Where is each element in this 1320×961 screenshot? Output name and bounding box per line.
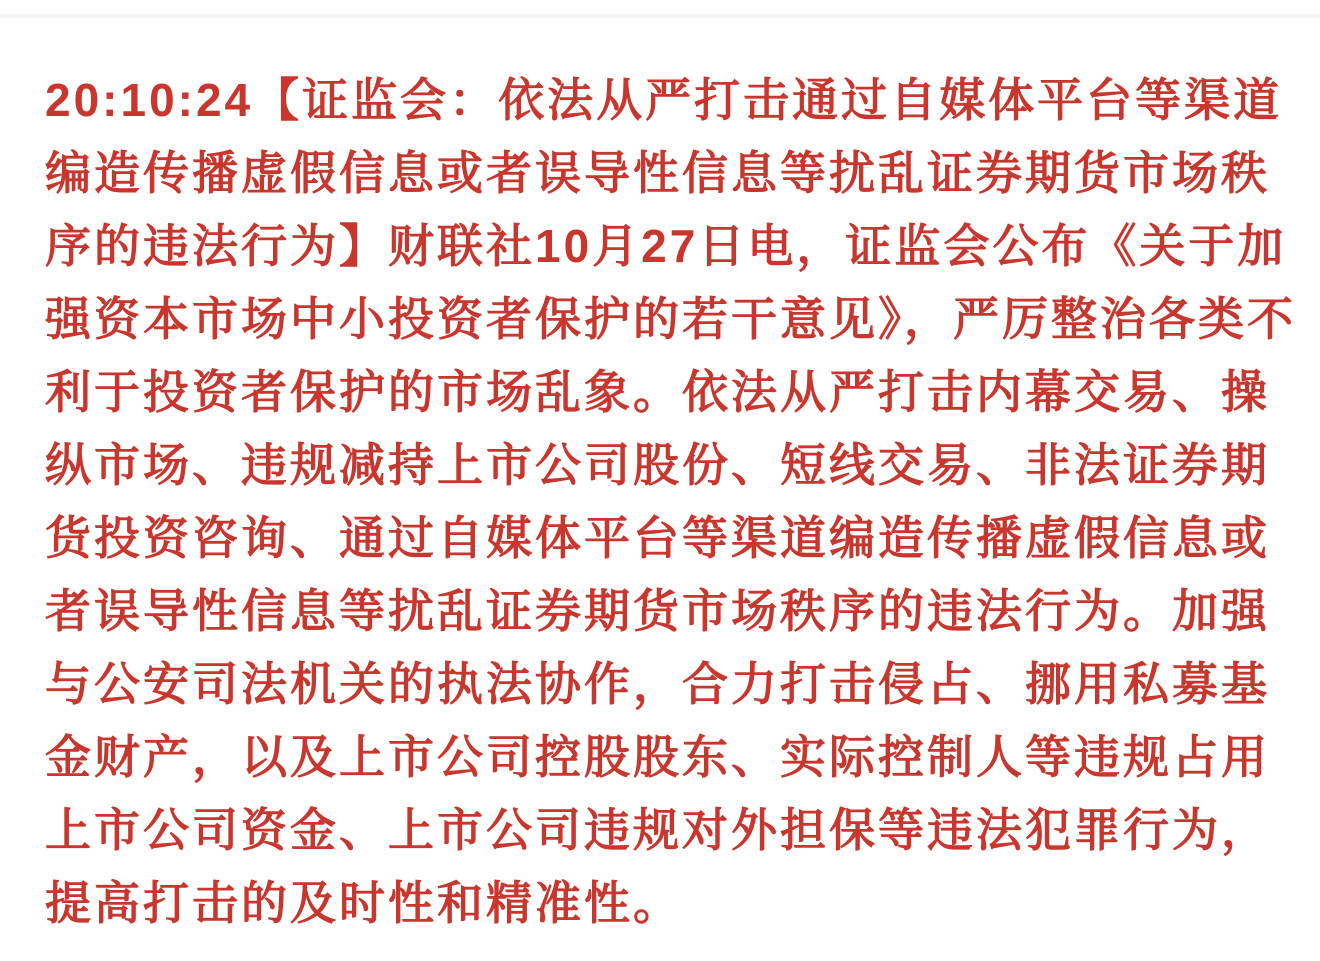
news-text-line: 20:10:24【证监会：依法从严打击通过自媒体平台等渠道 bbox=[45, 74, 1283, 126]
news-text-line: 利于投资者保护的市场乱象。依法从严打击内幕交易、操 bbox=[45, 366, 1270, 418]
news-text-line: 者误导性信息等扰乱证券期货市场秩序的违法行为。加强 bbox=[45, 585, 1270, 637]
news-text-line: 纵市场、违规减持上市公司股份、短线交易、非法证券期 bbox=[45, 439, 1270, 491]
news-text-line: 强资本市场中小投资者保护的若干意见》，严厉整治各类不 bbox=[45, 293, 1296, 345]
news-text-line: 货投资咨询、通过自媒体平台等渠道编造传播虚假信息或 bbox=[45, 512, 1270, 564]
news-text bbox=[45, 64, 1296, 940]
news-text-line: 序的违法行为】财联社10月27日电，证监会公布《关于加 bbox=[45, 220, 1287, 272]
news-text-line: 编造传播虚假信息或者误导性信息等扰乱证券期货市场秩 bbox=[45, 147, 1270, 199]
news-text-line: 与公安司法机关的执法协作，合力打击侵占、挪用私募基 bbox=[45, 658, 1270, 710]
news-text-line: 上市公司资金、上市公司违规对外担保等违法犯罪行为， bbox=[45, 804, 1270, 856]
list-item-divider bbox=[0, 14, 1320, 18]
news-text-line: 提高打击的及时性和精准性。 bbox=[45, 877, 682, 929]
news-text-line: 金财产，以及上市公司控股股东、实际控制人等违规占用 bbox=[45, 731, 1270, 783]
